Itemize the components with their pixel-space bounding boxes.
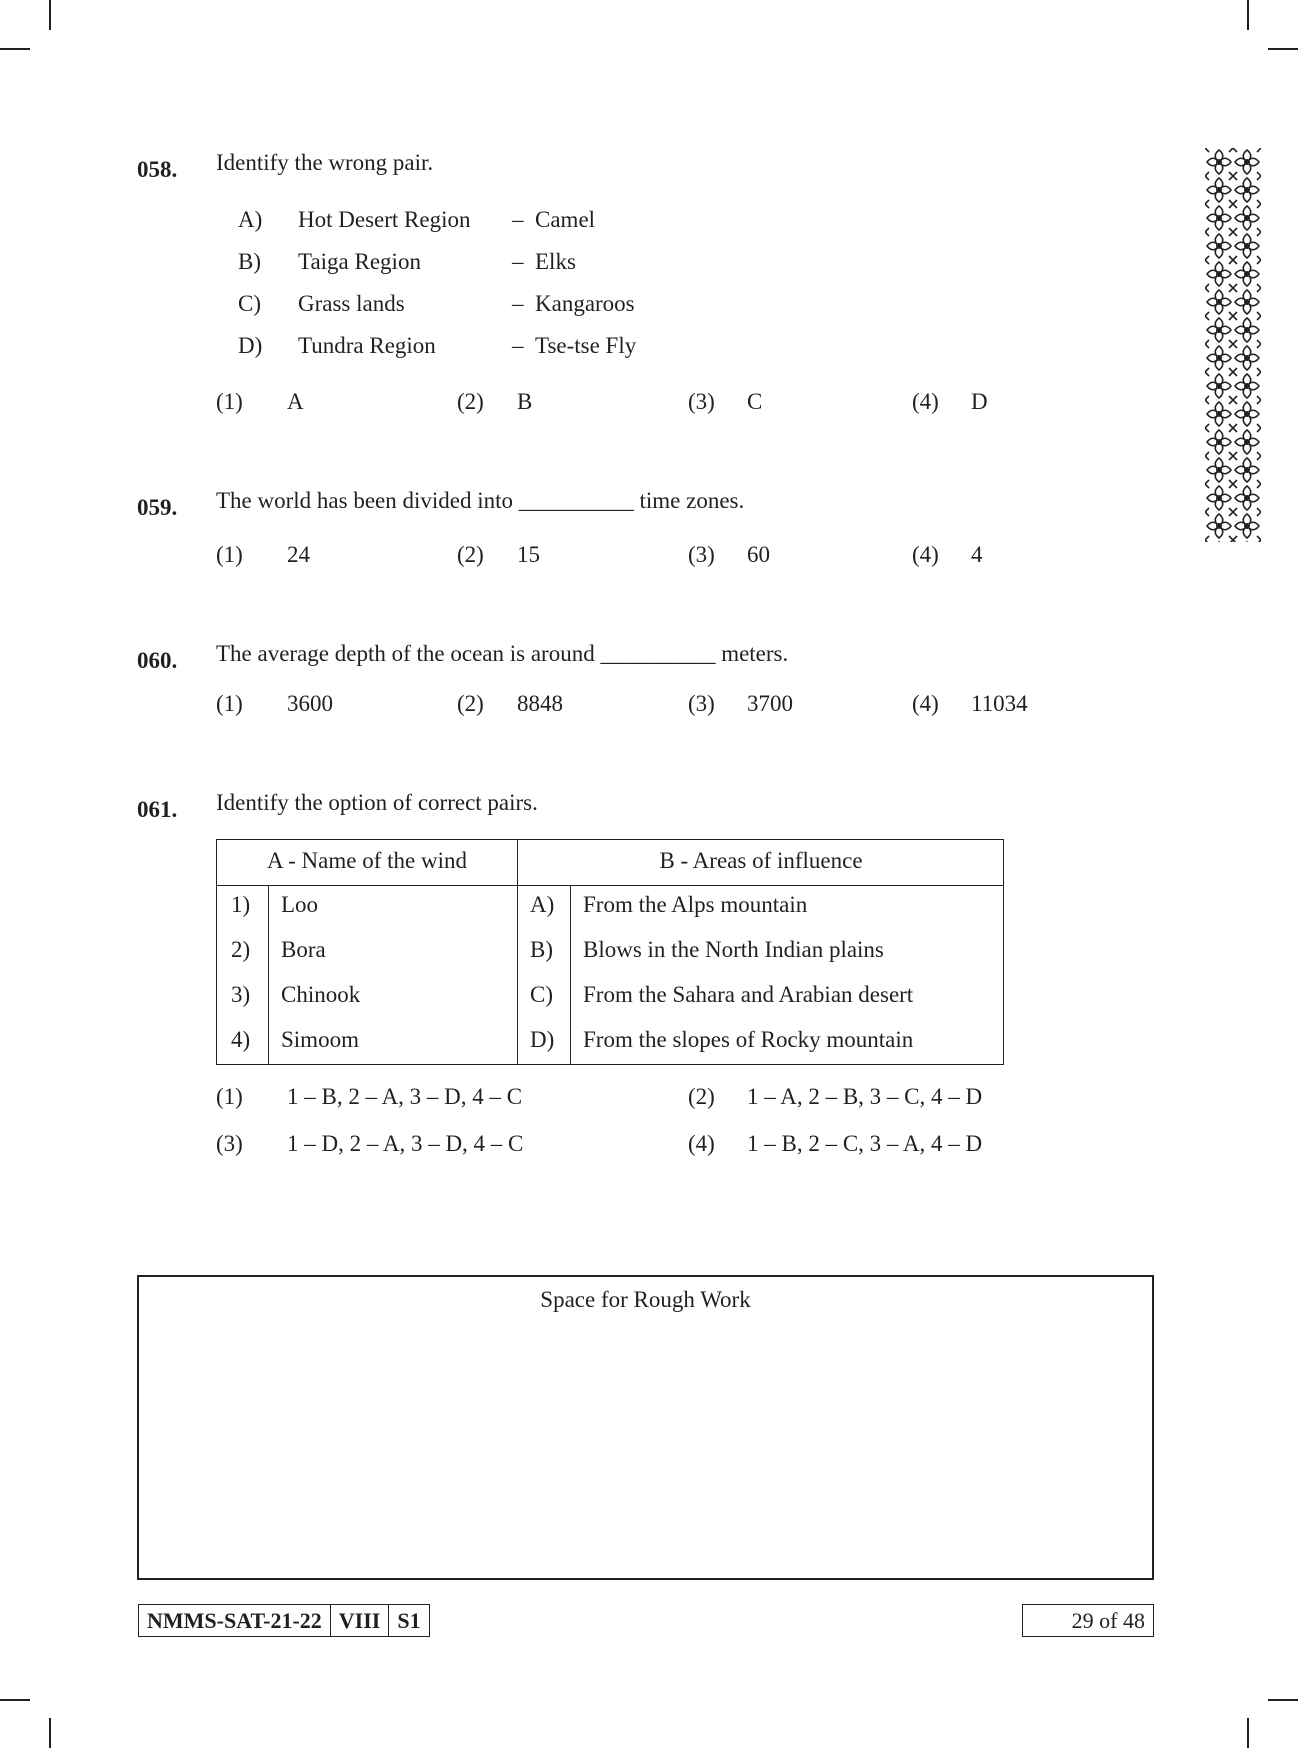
rough-work-box (137, 1275, 1154, 1580)
table-row-letter: B) (530, 937, 553, 962)
pair-region: Tundra Region (298, 333, 436, 358)
crop-mark (49, 1718, 51, 1748)
option-value: 4 (971, 542, 983, 567)
option-value: 8848 (517, 691, 563, 716)
option-value: B (517, 389, 533, 414)
table-row-number: 1) (231, 892, 251, 917)
option-value: A (287, 389, 304, 414)
pair-label: A) (238, 207, 263, 232)
option-number: (4) (688, 1131, 715, 1156)
option-number: (1) (216, 389, 243, 414)
exam-class: VIII (330, 1605, 389, 1636)
option-number: (3) (216, 1131, 243, 1156)
crop-mark (1247, 0, 1249, 30)
crop-mark (1247, 1718, 1249, 1748)
option-value: 15 (517, 542, 540, 567)
option-number: (2) (457, 389, 484, 414)
option-number: (3) (688, 542, 715, 567)
pair-region: Taiga Region (298, 249, 421, 274)
pair-animal: Camel (535, 207, 596, 232)
option-value: 60 (747, 542, 770, 567)
rough-work-title: Space for Rough Work (540, 1287, 751, 1312)
question-number: 060. (137, 648, 178, 673)
option-number: (2) (688, 1084, 715, 1109)
table-divider (217, 885, 1003, 886)
table-divider (268, 885, 269, 1064)
table-row-number: 2) (231, 937, 251, 962)
page-number: 29 of 48 (1022, 1604, 1154, 1637)
question-text: Identify the wrong pair. (216, 150, 434, 175)
option-value: 3700 (747, 691, 793, 716)
table-area: From the Sahara and Arabian desert (583, 982, 914, 1007)
table-area: From the Alps mountain (583, 892, 808, 917)
table-wind-name: Bora (281, 937, 326, 962)
option-value: 1 – B, 2 – C, 3 – A, 4 – D (747, 1131, 983, 1156)
option-number: (4) (912, 691, 939, 716)
exam-set: S1 (388, 1605, 428, 1636)
option-value: 1 – A, 2 – B, 3 – C, 4 – D (747, 1084, 983, 1109)
option-value: 11034 (971, 691, 1028, 716)
option-number: (4) (912, 542, 939, 567)
table-wind-name: Loo (281, 892, 319, 917)
table-row-number: 3) (231, 982, 251, 1007)
question-text: The world has been divided into __________ time zones. (216, 488, 745, 513)
exam-code: NMMS-SAT-21-22 (147, 1608, 322, 1633)
option-value: 3600 (287, 691, 333, 716)
table-header-a: A - Name of the wind (267, 848, 467, 873)
option-value: 24 (287, 542, 310, 567)
table-wind-name: Chinook (281, 982, 361, 1007)
question-number: 058. (137, 157, 178, 182)
option-number: (2) (457, 542, 484, 567)
question-text: Identify the option of correct pairs. (216, 790, 538, 815)
question-number: 061. (137, 797, 178, 822)
table-row-letter: C) (530, 982, 553, 1007)
option-value: 1 – D, 2 – A, 3 – D, 4 – C (287, 1131, 524, 1156)
option-number: (1) (216, 542, 243, 567)
question-text: The average depth of the ocean is around __________ meters. (216, 641, 789, 666)
option-value: D (971, 389, 988, 414)
option-number: (4) (912, 389, 939, 414)
pair-animal: Kangaroos (535, 291, 635, 316)
table-row-letter: A) (530, 892, 555, 917)
table-area: From the slopes of Rocky mountain (583, 1027, 914, 1052)
pair-dash: – (512, 249, 524, 274)
pair-animal: Tse-tse Fly (535, 333, 637, 358)
table-row-number: 4) (231, 1027, 251, 1052)
pair-label: D) (238, 333, 263, 358)
option-value: 1 – B, 2 – A, 3 – D, 4 – C (287, 1084, 523, 1109)
wind-matching-table (216, 839, 1004, 1065)
pair-animal: Elks (535, 249, 576, 274)
option-number: (3) (688, 389, 715, 414)
pair-region: Grass lands (298, 291, 405, 316)
table-row-letter: D) (530, 1027, 555, 1052)
table-header-b: B - Areas of influence (659, 848, 863, 873)
crop-mark (1268, 1699, 1298, 1701)
pair-dash: – (512, 291, 524, 316)
pair-region: Hot Desert Region (298, 207, 471, 232)
table-area: Blows in the North Indian plains (583, 937, 884, 962)
pair-dash: – (512, 333, 524, 358)
option-number: (1) (216, 691, 243, 716)
question-number: 059. (137, 495, 178, 520)
pair-dash: – (512, 207, 524, 232)
crop-mark (49, 0, 51, 30)
pair-label: C) (238, 291, 261, 316)
crop-mark (1268, 48, 1298, 50)
ornamental-border-icon (1205, 148, 1261, 542)
option-number: (2) (457, 691, 484, 716)
option-value: C (747, 389, 763, 414)
crop-mark (0, 1699, 30, 1701)
option-number: (3) (688, 691, 715, 716)
pair-label: B) (238, 249, 261, 274)
exam-code-box (138, 1604, 430, 1637)
option-number: (1) (216, 1084, 243, 1109)
table-wind-name: Simoom (281, 1027, 359, 1052)
table-divider (570, 885, 571, 1064)
crop-mark (0, 48, 30, 50)
